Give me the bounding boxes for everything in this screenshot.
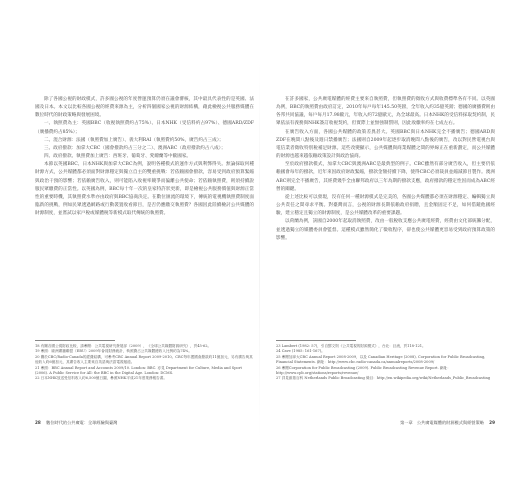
body-paragraph: 除了各國公視的財政模式，許多國公視的年度營運預算仍須在議會審核，其中最具代表性的是英國、法國及日本。本文以比較各國公視的經費來源為主，分析四個國家公視的財源結構，藉此檢視公共服務媒體在數位時代的財政策略與發展困境。: [35, 97, 254, 119]
footnote: 24 Cave (1985: 161-167)。: [276, 349, 325, 354]
running-head: 第一章 公共廣電媒體的財源模式與經營策略: [400, 420, 484, 425]
footnote: 21 參照：BBC Annual Report and Accounts 2009/10. London: BBC. 亦見 Department for Culture, Media and Sport (2006). A Public Service for All: the BBC in the Digital Age. London: DCMS.: [35, 365, 242, 376]
running-head: 數位時代的公共廣電：全球經驗與臺灣: [46, 420, 118, 425]
body-paragraph: 本節以英國BBC、日本NHK與加拿大CBC為例，說明各種模式的運作方式與利弊得失。無論採取何種財源方式，公共媒體都必須面對財源穩定與獨立自主的雙重挑戰：若依賴國會撥款，容易受到政府預算緊縮與政治干預的影響；若依賴廣告收入，則可能陷入收視率競爭而偏離公共使命；若依賴執照費，則須持續說服民眾繳費的正當性。以英國為例，BBC每十年一次的皇家特許狀更新，即是檢視公共服務價值與財源正當性的重要時機，其執照費水準亦由政府與BBC協商決定。在數位匯流的環境下，傳統的電視機執照費制度面臨新的挑戰，例如民眾透過網路或行動裝置收看節目，是否仍應繳交執照費？各國因此陸續檢討公共媒體的財源制度，並嘗試以家戶稅或媒體稅等新模式取代傳統的執照費。: [35, 162, 254, 217]
footnote-rule: [276, 340, 356, 341]
footnote: 20 關於CBC/Radio-Canada的經費結構，可參考CBC Annual Report 2009-2010。CBC每年獲國會撥款約11億加元，另有廣告與其他收入約6億加元，其廣告收入主要來自英語與法語電視頻道。: [35, 354, 253, 365]
page-number: 29: [489, 420, 495, 425]
footnote: 25 參閱加拿大CBC Annual Report 2008-2009，以及 Canadian Heritage (2008), Corporation for Public Broadcasting, Financial Statements. 網址：http://www.cbc.radio-canada.ca/annualreports/2008-2009/: [276, 354, 486, 365]
body-paragraph: 三、政府撥款：加拿大CBC（國會撥款約占三分之二）、澳洲ABC（政府撥款約占八成）；: [44, 145, 226, 151]
left-folio: [35, 420, 117, 426]
left-page-body: [35, 96, 254, 218]
footnote: 22 日本NHK放送受信料收入約6,500億日圓，參照NHK平成21年度業務報告書。: [35, 376, 167, 381]
body-paragraph: 在許多國家，公共廣電媒體的經費主要來自執照費，但執照費的徵收方式與收費標準各有不同。以英國為例，BBC的執照費由政府訂定，2010年每戶每年145.50英鎊，全年收入約35億英鎊；德國的廣播費則由各邦共同協議，每戶每月17.98歐元，年收入約72億歐元，為全球最高。日本NHK的受信料採取契約制，民眾依法有義務與NHK簽訂收視契約，但實際上並無強制罰則，因此收繳率約在七成左右。: [276, 97, 495, 127]
body-paragraph: 在廣告收入方面，各國公共媒體的政策差異甚大。英國BBC與日本NHK完全不播廣告；德國ARD與ZDF在晚間八點後及週日禁播廣告；法國則自2009年起逐步取消晚間八點後的廣告，改以對民營電視台與電信業者徵收特別稅補足財源。這些改變顯示，公共媒體與商業媒體之間的界線正在重新劃定，而公共媒體的財源也越來越依賴政策設計與政治協商。: [276, 129, 495, 160]
body-paragraph: 四、政府撥款、執照費加上廣告：西班牙、葡萄牙、愛爾蘭等中歐國家。: [44, 154, 192, 160]
left-footnotes: [35, 340, 254, 382]
footnote: 18 有關各國公視財政比較，請參閱：公共電視研究發展部（2009），《全球公共媒體財源研究》，頁45-62。: [35, 344, 212, 348]
body-paragraph: 一、執照費為主：英國BBC（收視執照費約占75%）、日本NHK（受信料約占97%）、德國ARD/ZDF（廣播費約占85%）；: [35, 121, 254, 135]
footnote: 26 參閱Corporation for Public Broadcasting (2009). Public Broadcasting Revenue Report. 網址：http://www.cpb.org/stations/reports/revenue/: [276, 365, 451, 376]
right-folio: [276, 420, 495, 426]
footnote: 27 詳見維基百科 Netherlands Public Broadcasting 條目：http://en.wikipedia.org/wiki/Netherlands_Public_Broadcasting: [276, 376, 491, 381]
footnote: 23 Lambert (1982: 57)，引自鄧文則《公共電視的財源模式》，台北：巨流，頁118-121。: [276, 344, 426, 348]
body-paragraph: 至於政府撥款模式，加拿大CBC與澳洲ABC是最典型的例子。CBC雖然有部分廣告收入，但主要仍依賴國會每年的撥款，近年來因政府財政緊縮，撥款金額持續下降，使得CBC必須裁員並縮減節目製作。澳洲ABC則完全不播廣告，其經費幾乎全由聯邦政府以三年為期的撥款支應，政府撥款的穩定性因而成為ABC經營的關鍵。: [276, 162, 495, 192]
footnote-rule: [35, 340, 115, 341]
body-paragraph: 二、混合財源：法國（執照費加上廣告）、義大利RAI（執照費約50%，廣告約占三成）；: [44, 137, 224, 143]
book-gutter: [259, 60, 260, 440]
right-page-body: [276, 96, 495, 243]
page-number: 28: [35, 420, 41, 425]
body-paragraph: 以荷蘭為例，該國自2000年起取消執照費，改由一般稅收支應公共廣電經費，經費由文化部統籌分配，並透過獨立的媒體委員會監督。這種模式雖然簡化了徵收程序，卻也使公共媒體更容易受到政府預算政策的影響。: [276, 219, 495, 241]
right-footnotes: [276, 340, 495, 382]
body-paragraph: 從上述比較可以發現，沒有任何一種財源模式是完美的，各國公共媒體都必須在財源穩定、編輯獨立與公共責任之間尋求平衡。對臺灣而言，公視的財源長期依賴政府捐贈，且金額固定不足，如何借鏡他國經驗，建立穩定且獨立的財源制度，是公共媒體改革的重要課題。: [276, 194, 495, 217]
footnote: 19 參照：歐洲廣播聯盟（EBU）2009年會員財務統計，執照費占公共媒體總收入比例約為74%。: [35, 349, 192, 354]
